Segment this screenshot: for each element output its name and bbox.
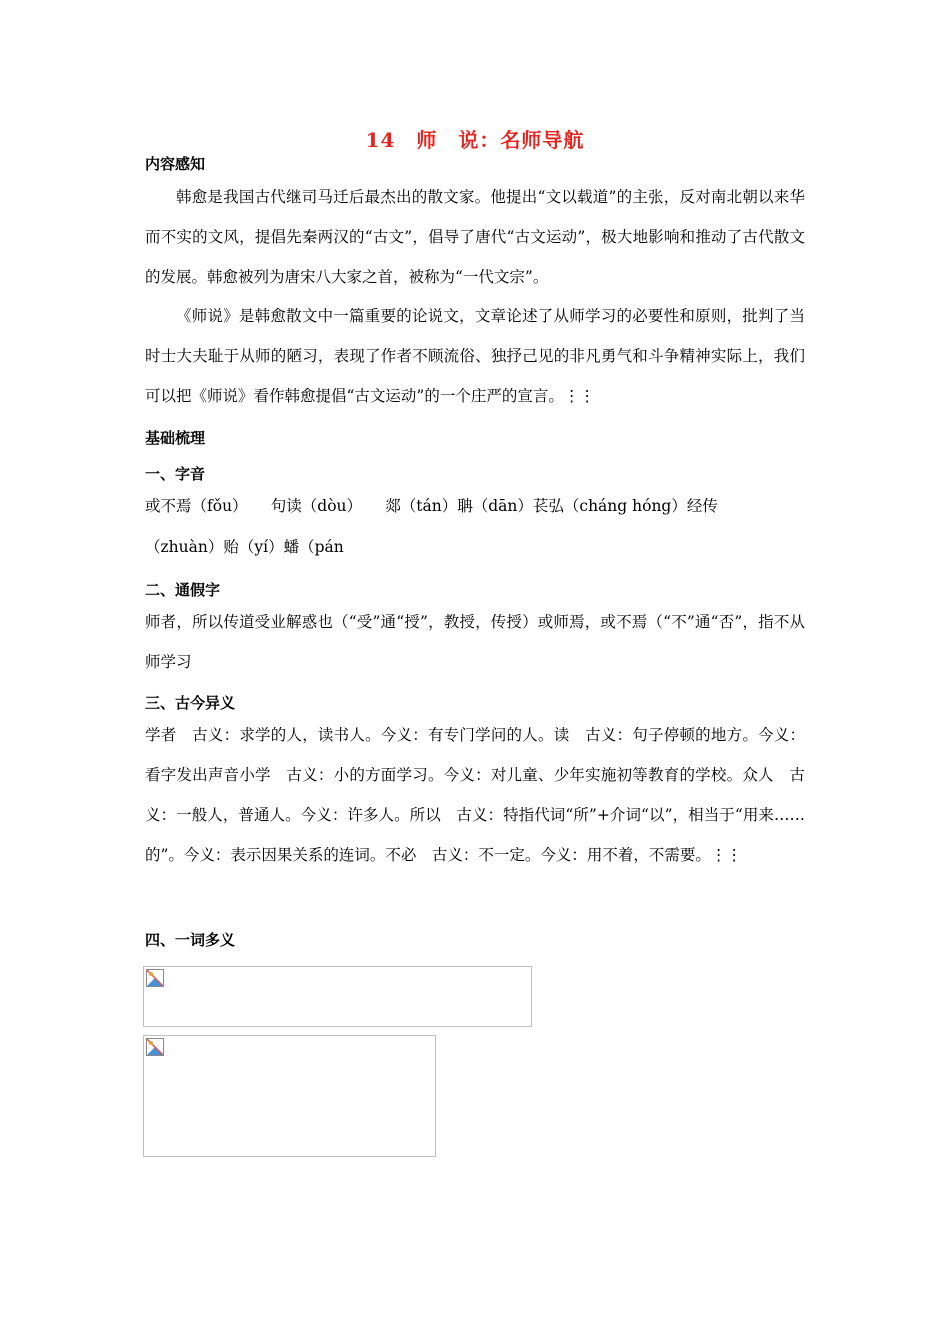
image-placeholder-1 [143, 966, 532, 1027]
pronunciation-line-1: 或不焉（fǒu） 句读（dòu） 郯（tán）聃（dān）苌弘（cháng hóng）经传 [145, 497, 718, 515]
section-heading-pronunciation: 一、字音 [145, 465, 206, 483]
broken-image-icon [146, 1038, 164, 1056]
section-heading-polysemy: 四、一词多义 [145, 931, 236, 949]
intro-paragraph-2: 《师说》是韩愈散文中一篇重要的论说文，文章论述了从师学习的必要性和原则，批判了当时士大夫耻于从师的陋习，表现了作者不顾流俗、独抒己见的非凡勇气和斗争精神实际上，我们可以把《师说》看作韩愈提倡“古文运动”的一个庄严的宣言。⋮⋮ [145, 307, 805, 405]
broken-image-icon [146, 969, 164, 987]
ancient-modern-paragraph: 学者 古义：求学的人，读书人。今义：有专门学问的人。读 古义：句子停顿的地方。今义：看字发出声音小学 古义：小的方面学习。今义：对儿童、少年实施初等教育的学校。众人 古义：一般人，普通人。今义：许多人。所以 古义：特指代词“所”+介词“以”，相当于“用来……的”。今义：表示因果关系的连词。不必 古义：不一定。今义：用不着，不需要。⋮⋮ [145, 726, 805, 864]
section-heading-content: 内容感知 [145, 155, 206, 173]
page-title: 14 师 说：名师导航 [365, 128, 585, 152]
pronunciation-line-2: （zhuàn）贻（yí）蟠（pán [145, 538, 344, 556]
loan-paragraph: 师者，所以传道受业解惑也（“受”通“授”，教授，传授）或师焉，或不焉（“不”通“否”，指不从师学习 [145, 613, 805, 671]
section-heading-ancient-modern: 三、古今异义 [145, 694, 236, 712]
image-placeholder-2 [143, 1035, 436, 1157]
section-heading-loan: 二、通假字 [145, 581, 221, 599]
intro-paragraph-1: 韩愈是我国古代继司马迁后最杰出的散文家。他提出“文以载道”的主张，反对南北朝以来华而不实的文风，提倡先秦两汉的“古文”，倡导了唐代“古文运动”，极大地影响和推动了古代散文的发展。韩愈被列为唐宋八大家之首，被称为“一代文宗”。 [145, 188, 805, 286]
section-heading-basic: 基础梳理 [145, 429, 206, 447]
